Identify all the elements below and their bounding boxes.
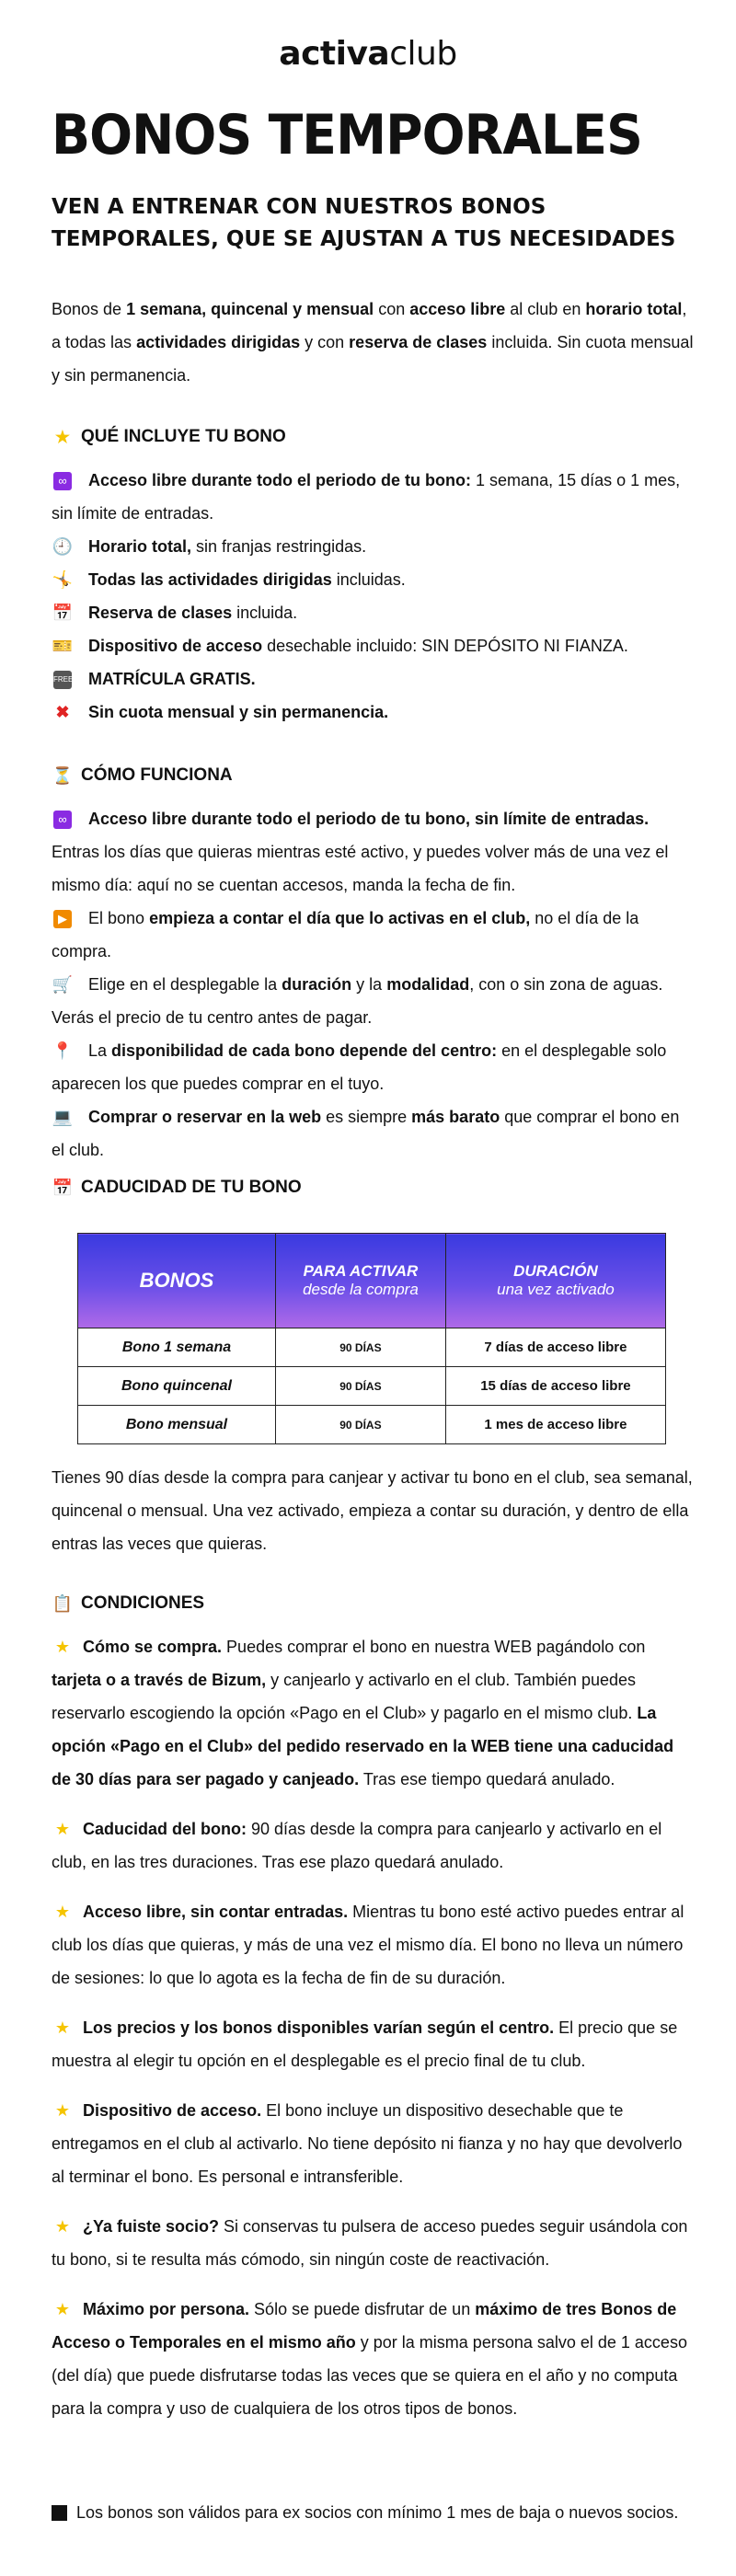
table-cell: 1 mes de acceso libre — [445, 1406, 665, 1444]
incluye-list — [52, 464, 696, 729]
table-row — [78, 1328, 666, 1367]
star-icon: ★ — [54, 2300, 71, 2318]
calendar-icon: 📅 — [52, 604, 74, 622]
condition-item: ★ ¿Ya fuiste socio? Si conservas tu pulsera de acceso puedes seguir usándola con tu bono, si te resulta más cómodo, sin ningún coste de reactivación. — [52, 2210, 696, 2276]
condition-item: ★ Caducidad del bono: 90 días desde la compra para canjearlo y activarlo en el club, en las tres duraciones. Tras ese plazo quedará anulado. — [52, 1812, 696, 1879]
caducidad-heading: 📅 CADUCIDAD DE TU BONO — [52, 1176, 302, 1200]
table-cell: Bono 1 semana — [78, 1328, 276, 1367]
star-icon: ★ — [54, 1820, 71, 1838]
condition-item: ★ Cómo se compra. Puedes comprar el bono en nuestra WEB pagándolo con tarjeta o a través de Bizum, y canjearlo y activarlo en el club. También puedes reservarlo escogiendo la opción «Pago en el Club» y pagarlo en el mismo club. La opción «Pago en el Club» del pedido reservado en la WEB tiene una caducidad de 30 días para ser pagado y canjeado. Tras ese tiempo quedará anulado. — [52, 1630, 696, 1796]
condition-item: ★ Máximo por persona. Sólo se puede disfrutar de un máximo de tres Bonos de Acceso o Temporales en el mismo año y por la misma persona salvo el de 1 acceso (del día) que puede disfrutarse todas las veces que se quiera en el año y no computa para la compra y uso de cualquiera de los otros tipos de bonos. — [52, 2293, 696, 2425]
ticket-icon: 🎫 — [52, 637, 74, 655]
condiciones-heading: 📋 CONDICIONES — [52, 1592, 204, 1616]
table-cell: 15 días de acceso libre — [445, 1367, 665, 1406]
infinity-icon: ∞ — [52, 464, 74, 497]
star-icon: ★ — [54, 2217, 71, 2236]
table-header: BONOS — [78, 1234, 276, 1328]
page-subtitle: VEN A ENTRENAR CON NUESTROS BONOS TEMPORALES, QUE SE AJUSTAN A TUS NECESIDADES — [52, 195, 676, 251]
activaclub-logo[interactable]: activaclub — [279, 35, 457, 73]
table-row — [78, 1367, 666, 1406]
clipboard-icon: 📋 — [52, 1594, 74, 1613]
free-icon: FREE — [52, 662, 74, 696]
incluye-heading: ★ QUÉ INCLUYE TU BONO — [52, 425, 286, 449]
bonos-table — [77, 1233, 666, 1444]
list-item: 📅 Reserva de clases incluida. — [52, 596, 696, 629]
funciona-list — [52, 802, 696, 1167]
funciona-heading: ⏳ CÓMO FUNCIONA — [52, 764, 233, 788]
table-row — [78, 1406, 666, 1444]
pin-icon: 📍 — [52, 1041, 74, 1060]
cross-icon: ✖ — [55, 703, 70, 721]
table-cell: 90 DÍAS — [276, 1328, 446, 1367]
star-icon: ★ — [54, 2018, 71, 2037]
footer-note: Los bonos son válidos para ex socios con mínimo 1 mes de baja o nuevos socios. — [52, 2501, 678, 2524]
list-item: 📍 La disponibilidad de cada bono depende del centro: en el desplegable solo aparecen los que puedes comprar en el tuyo. — [52, 1034, 696, 1100]
list-item: ∞ Acceso libre durante todo el periodo de tu bono: 1 semana, 15 días o 1 mes, sin límite de entradas. — [52, 464, 696, 530]
table-header: DURACIÓN una vez activado — [445, 1234, 665, 1328]
table-cell: 90 DÍAS — [276, 1406, 446, 1444]
list-item: 🤸 Todas las actividades dirigidas incluidas. — [52, 563, 696, 596]
list-item: ▶ El bono empieza a contar el día que lo activas en el club, no el día de la compra. — [52, 902, 696, 968]
cartwheel-icon: 🤸 — [52, 570, 74, 589]
intro-paragraph: Bonos de 1 semana, quincenal y mensual con acceso libre al club en horario total, a todas las actividades dirigidas y con reserva de clases incluida. Sin cuota mensual y sin permanencia. — [52, 300, 694, 385]
play-icon: ▶ — [52, 902, 74, 935]
infinity-icon: ∞ — [52, 802, 74, 835]
condition-item: ★ Acceso libre, sin contar entradas. Mientras tu bono esté activo puedes entrar al club los días que quieras, y más de una vez el mismo día. El bono no lleva un número de sesiones: lo que lo agota es la fecha de fin de su duración. — [52, 1895, 696, 1995]
list-item: FREE MATRÍCULA GRATIS. — [52, 662, 696, 696]
star-icon: ★ — [54, 2101, 71, 2120]
star-icon: ★ — [54, 1903, 71, 1921]
star-icon: ★ — [54, 428, 71, 446]
list-item: 🎫 Dispositivo de acceso desechable incluido: SIN DEPÓSITO NI FIANZA. — [52, 629, 696, 662]
table-header: PARA ACTIVAR desde la compra — [276, 1234, 446, 1328]
list-item: ✖ Sin cuota mensual y sin permanencia. — [52, 696, 696, 729]
condition-item: ★ Los precios y los bonos disponibles varían según el centro. El precio que se muestra al elegir tu opción en el desplegable es el precio final de tu club. — [52, 2011, 696, 2077]
table-cell: 7 días de acceso libre — [445, 1328, 665, 1367]
square-bullet-icon — [52, 2505, 67, 2521]
table-cell: Bono mensual — [78, 1406, 276, 1444]
page-title: BONOS TEMPORALES — [52, 103, 642, 167]
clock-icon: 🕘 — [52, 537, 74, 556]
list-item: 🛒 Elige en el desplegable la duración y la modalidad, con o sin zona de aguas. Verás el precio de tu centro antes de pagar. — [52, 968, 696, 1034]
table-cell: Bono quincenal — [78, 1367, 276, 1406]
table-cell: 90 DÍAS — [276, 1367, 446, 1406]
list-item: 🕘 Horario total, sin franjas restringidas. — [52, 530, 696, 563]
condition-item: ★ Dispositivo de acceso. El bono incluye un dispositivo desechable que te entregamos en el club al activarlo. No tiene depósito ni fianza y no hay que devolverlo al terminar el bono. Es personal e intransferible. — [52, 2094, 696, 2193]
list-item: 💻 Comprar o reservar en la web es siempre más barato que comprar el bono en el club. — [52, 1100, 696, 1167]
list-item: ∞ Acceso libre durante todo el periodo de tu bono, sin límite de entradas. Entras los días que quieras mientras esté activo, y puedes volver más de una vez el mismo día: aquí no se cuentan accesos, manda la fecha de fin. — [52, 802, 696, 902]
star-icon: ★ — [54, 1638, 71, 1656]
hourglass-icon: ⏳ — [52, 766, 74, 785]
caducidad-note: Tienes 90 días desde la compra para canjear y activar tu bono en el club, sea semanal, quincenal o mensual. Una vez activado, empieza a contar su duración, y dentro de ella entras las veces que quieras. — [52, 1468, 693, 1553]
calendar-icon: 📅 — [52, 1179, 74, 1197]
laptop-icon: 💻 — [52, 1108, 74, 1126]
cart-icon: 🛒 — [52, 975, 74, 994]
